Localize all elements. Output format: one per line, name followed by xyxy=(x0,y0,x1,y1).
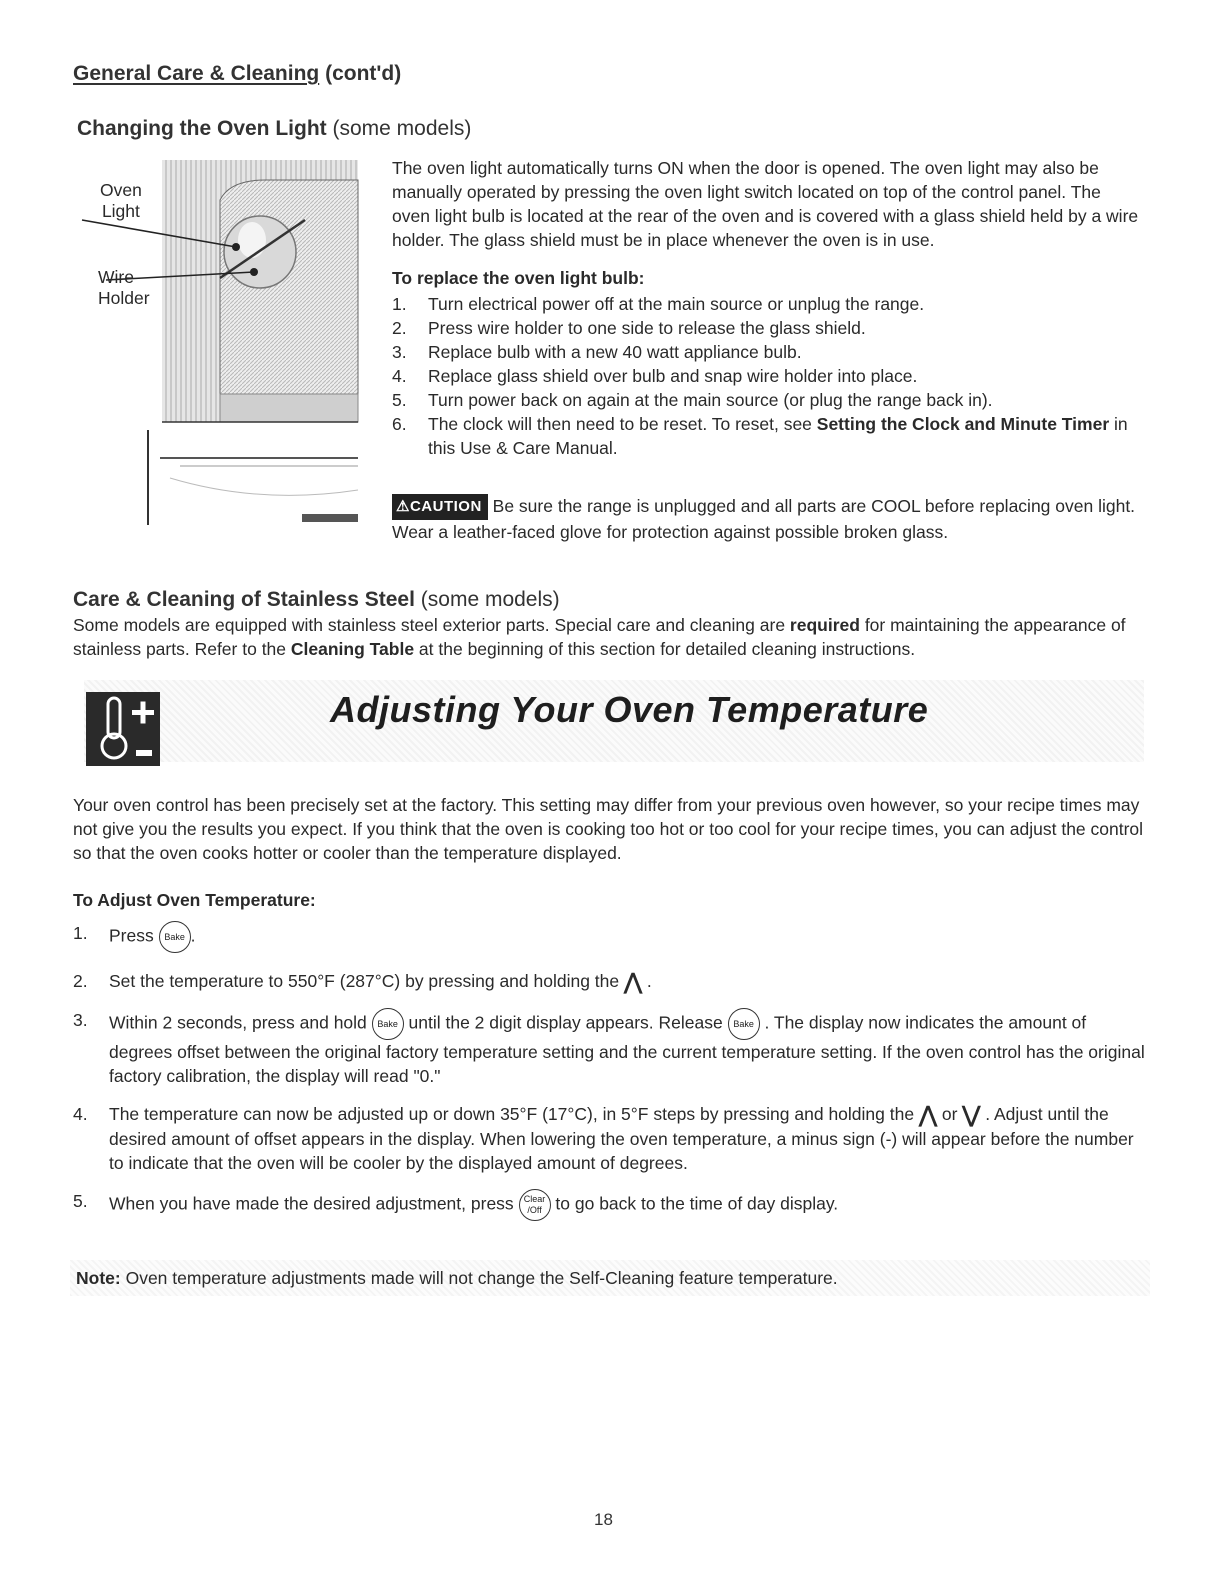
clear-label: Clear xyxy=(523,1194,546,1204)
cleaning-table-reference: Cleaning Table xyxy=(290,639,415,659)
replace-step xyxy=(392,316,1142,340)
stainless-text-a: Some models are equipped with stainless steel exterior parts. Special care and cleaning are xyxy=(73,615,790,635)
stainless-emphasis-required: required xyxy=(789,615,860,635)
callout-oven-light-line1: Oven xyxy=(100,180,142,200)
adjust-intro: Your oven control has been precisely set at the factory. This setting may differ from your previous oven however, so your recipe times may not give you the results you expect. If you think that the oven is cooking too hot or too cool for your recipe times, you can adjust the control so that the oven cooks hotter or cooler than the temperature displayed. xyxy=(73,795,1144,863)
callout-oven-light xyxy=(100,180,142,222)
caution-paragraph xyxy=(392,494,1142,544)
up-arrow-icon: ⋀ xyxy=(624,969,643,994)
page-heading-suffix: (cont'd) xyxy=(325,62,402,85)
page-number: 18 xyxy=(594,1510,613,1529)
replace-bulb-subheading: To replace the oven light bulb: xyxy=(392,268,645,288)
adjust-step-3 xyxy=(73,1008,1153,1088)
replace-step xyxy=(392,412,1142,460)
thermometer-plus-minus-icon xyxy=(86,692,160,766)
step-number: 3. xyxy=(73,1010,88,1030)
step-text: The clock will then need to be reset. To reset, see xyxy=(428,414,817,434)
step-text: Turn power back on again at the main source (or plug the range back in). xyxy=(428,390,993,410)
step-text: Set the temperature to 550°F (287°C) by pressing and holding the xyxy=(109,971,624,991)
step-text: Replace glass shield over bulb and snap wire holder into place. xyxy=(428,366,918,386)
step-number: 4. xyxy=(392,366,407,386)
step-text: Turn electrical power off at the main source or unplug the range. xyxy=(428,294,925,314)
replace-bulb-steps xyxy=(392,292,1142,460)
stainless-text-b: for maintaining the appearance of stainless parts. Refer to the xyxy=(73,615,1126,659)
oven-light-heading-qualifier: (some models) xyxy=(332,117,472,140)
step-text-end: . Adjust until the desired amount of offset appears in the display. When lowering the oven temperature, a minus sign (-) will appear before the number to indicate that the oven will be cooler by the displayed amount of degrees. xyxy=(109,1104,1134,1173)
adjust-steps xyxy=(73,921,1153,1235)
oven-light-heading-bold: Changing the Oven Light xyxy=(77,117,327,140)
up-arrow-icon: ⋀ xyxy=(918,1102,937,1127)
step-number: 4. xyxy=(73,1104,88,1124)
step-text: Within 2 seconds, press and hold xyxy=(109,1012,372,1033)
replace-step xyxy=(392,292,1142,316)
down-arrow-icon: ⋁ xyxy=(962,1102,981,1127)
door-handle-shadow xyxy=(170,478,358,495)
note-label: Note: xyxy=(76,1268,121,1288)
adjust-subheading: To Adjust Oven Temperature: xyxy=(73,890,316,910)
callout-wire-holder-line2: Holder xyxy=(98,288,150,308)
step-number: 5. xyxy=(73,1191,88,1211)
step-text: Replace bulb with a new 40 watt appliance bulb. xyxy=(428,342,802,362)
stainless-text-c: at the beginning of this section for detailed cleaning instructions. xyxy=(414,639,916,659)
step-text: When you have made the desired adjustment, press xyxy=(109,1193,519,1214)
step-number: 1. xyxy=(73,923,88,943)
adjust-temp-title: Adjusting Your Oven Temperature xyxy=(330,689,929,730)
step-text-end: . xyxy=(190,925,196,946)
adjust-step-5 xyxy=(73,1189,1153,1221)
note xyxy=(76,1268,838,1289)
warning-triangle-icon: ⚠ xyxy=(396,498,410,515)
step-number: 3. xyxy=(392,342,407,362)
door-hinge xyxy=(302,514,358,522)
step-number: 6. xyxy=(392,414,407,434)
oven-light-intro: The oven light automatically turns ON when the door is opened. The oven light may also be manually operated by pressing the oven light switch located on top of the control panel. The oven light bulb is located at the rear of the oven and is covered with a glass shield held by a wire holder. The glass shield must be in place whenever the oven is in use. xyxy=(392,158,1139,250)
step-text: Press wire holder to one side to release the glass shield. xyxy=(428,318,866,338)
stainless-heading-bold: Care & Cleaning of Stainless Steel xyxy=(73,588,415,611)
step-number: 5. xyxy=(392,390,407,410)
stainless-heading-qualifier: (some models) xyxy=(420,588,560,611)
replace-step xyxy=(392,364,1142,388)
rack-rail xyxy=(220,394,358,422)
bake-button-icon: Bake xyxy=(728,1008,760,1040)
callout-wire-holder-line1: Wire xyxy=(98,267,134,287)
oven-back-panel xyxy=(220,180,358,422)
adjust-step-1 xyxy=(73,921,1153,953)
step-text-mid: until the 2 digit display appears. Release xyxy=(403,1012,728,1033)
callout-wire-holder xyxy=(98,267,150,309)
caution-label: CAUTION xyxy=(409,498,482,515)
bake-button-icon: Bake xyxy=(372,1008,404,1040)
replace-step xyxy=(392,340,1142,364)
stainless-heading xyxy=(73,588,560,612)
step-text-end: in this Use & Care Manual. xyxy=(428,414,1128,458)
off-label: /Off xyxy=(527,1205,542,1215)
step-number: 2. xyxy=(392,318,407,338)
step-text-end: . xyxy=(642,971,652,991)
replace-step xyxy=(392,388,1142,412)
step-text: Press xyxy=(109,925,159,946)
step-text-end: to go back to the time of day display. xyxy=(550,1193,839,1214)
adjust-step-2 xyxy=(73,969,1153,994)
caution-text: Be sure the range is unplugged and all parts are COOL before replacing oven light. Wear a leather-faced glove for protection against possible broken glass. xyxy=(392,496,1136,542)
oven-light-text xyxy=(392,156,1142,544)
step-text-end: . The display now indicates the amount of degrees offset between the original factory temperature setting and the current temperature setting. If the oven control has the original factory calibration, the display will read "0." xyxy=(109,1012,1145,1086)
callout-oven-light-line2: Light xyxy=(101,201,140,221)
clear-off-button-icon xyxy=(519,1189,551,1221)
caution-badge xyxy=(392,494,488,520)
bake-button-icon: Bake xyxy=(159,921,191,953)
note-text: Oven temperature adjustments made will not change the Self-Cleaning feature temperature. xyxy=(120,1268,838,1288)
oven-light-heading xyxy=(77,117,471,141)
page-heading-main: General Care & Cleaning xyxy=(73,62,320,85)
step-text-or: or xyxy=(936,1104,963,1124)
stainless-paragraph xyxy=(73,613,1153,661)
glass-shine xyxy=(238,222,266,258)
step-text: The temperature can now be adjusted up or down 35°F (17°C), in 5°F steps by pressing and holding the xyxy=(109,1104,919,1124)
page-heading xyxy=(73,62,401,86)
adjust-step-4 xyxy=(73,1102,1153,1175)
clock-section-reference: Setting the Clock and Minute Timer xyxy=(816,414,1110,434)
step-number: 2. xyxy=(73,971,88,991)
step-number: 1. xyxy=(392,294,407,314)
